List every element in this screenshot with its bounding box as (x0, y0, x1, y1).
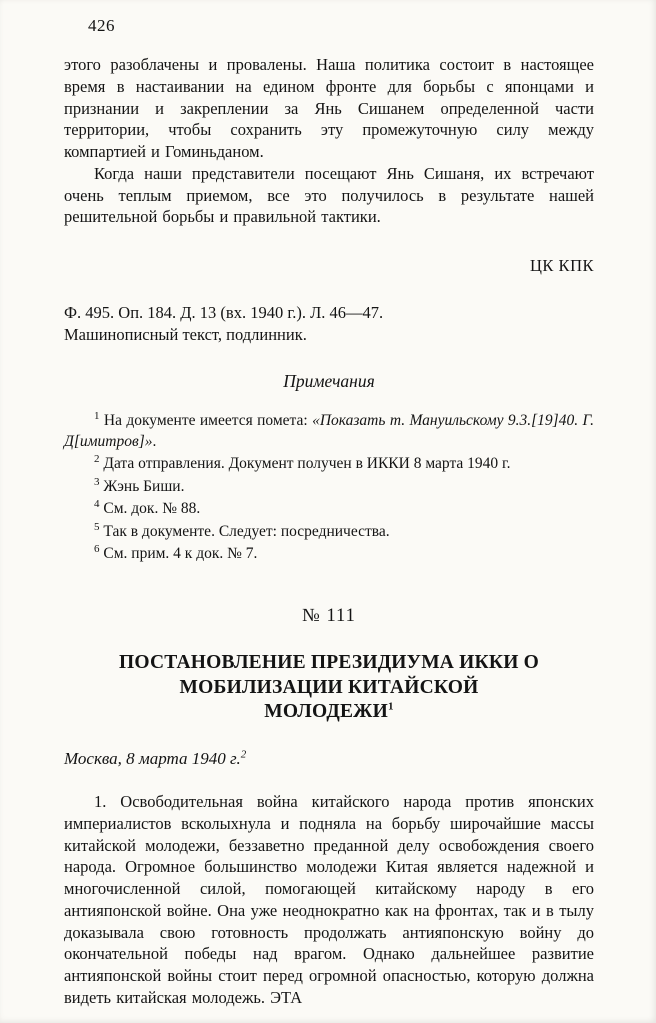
footnote-6 (64, 543, 594, 564)
page-number: 426 (88, 16, 115, 35)
footnote-5 (64, 521, 594, 542)
document-title-text: ПОСТАНОВЛЕНИЕ ПРЕЗИДИУМА ИККИ О МОБИЛИЗАЦИИ КИТАЙСКОЙ МОЛОДЕЖИ (118, 652, 540, 723)
footnote-1 (64, 410, 594, 453)
footnote-number: 1 (94, 409, 100, 422)
footnote-text: См. прим. 4 к док. № 7. (103, 544, 258, 562)
footnote-number: 5 (94, 520, 100, 533)
source-note: Машинописный текст, подлинник. (64, 325, 307, 345)
prev-doc-paragraph: Когда наши представители посещают Янь Сишаня, их встречают очень теплым приемом, все это получилось в результате нашей решительной борьбы и правильной тактики. (64, 163, 594, 227)
title-footnote-marker: 1 (388, 700, 394, 713)
archive-reference: Ф. 495. Оп. 184. Д. 13 (вх. 1940 г.). Л. 46—47. (64, 303, 384, 323)
document-paragraph: 1. Освободительная война китайского народа против японских империалистов всколыхнула и подняла на борьбу широчайшие массы китайской молодежи, беззаветно преданной делу освобождения своего народа. Огромное большинство молодежи Китая является надежной и многочисленной силой, помогающей китайскому народу в его антияпонской войне. Она уже неоднократно как на фронтах, так и в тылу доказывала свою готовность продолжать антияпонскую войну до окончательной победы над врагом. Однако дальнейшее развитие антияпонской войны стоит перед огромной опасностью, которую должна видеть китайская молодежь. ЭТА (64, 791, 594, 1007)
document-title (114, 651, 544, 725)
document-number-heading: № 111 (302, 606, 356, 627)
footnote-3 (64, 476, 594, 497)
footnote-text-end: . (152, 433, 157, 451)
dateline-text: Москва, 8 марта 1940 г. (64, 748, 241, 768)
dateline (64, 749, 594, 769)
document-signature: ЦК КПК (530, 256, 594, 276)
footnote-text: Так в документе. Следует: посредничества. (103, 522, 390, 540)
footnote-text: Жэнь Биши. (103, 477, 185, 495)
footnotes-list (64, 410, 594, 565)
footnote-number: 6 (94, 542, 100, 555)
footnote-number: 4 (94, 498, 100, 510)
footnote-text-italic: «Показать т. Мануильскому 9.3.[19]40. Г. Д[имитров]» (64, 411, 595, 451)
dateline-footnote-marker: 2 (240, 748, 247, 761)
footnote-number: 3 (94, 475, 100, 488)
footnote-text: См. док. № 88. (103, 500, 201, 518)
notes-heading: Примечания (283, 370, 375, 391)
footnote-text: Дата отправления. Документ получен в ИККИ 8 марта 1940 г. (103, 455, 511, 473)
footnote-2 (64, 453, 594, 474)
footnote-4 (64, 498, 594, 519)
prev-doc-paragraph-continued: этого разоблачены и провалены. Наша политика состоит в настоящее время в настаивании на едином фронте для борьбы с японцами и признании и закреплении за Янь Сишанем определенной части территории, чтобы сохранить эту промежуточную силу между компартией и Гоминьданом. (64, 55, 594, 162)
archive-reference-block (64, 302, 594, 347)
footnote-number: 2 (94, 453, 100, 466)
footnote-text: На документе имеется помета: (103, 411, 313, 429)
